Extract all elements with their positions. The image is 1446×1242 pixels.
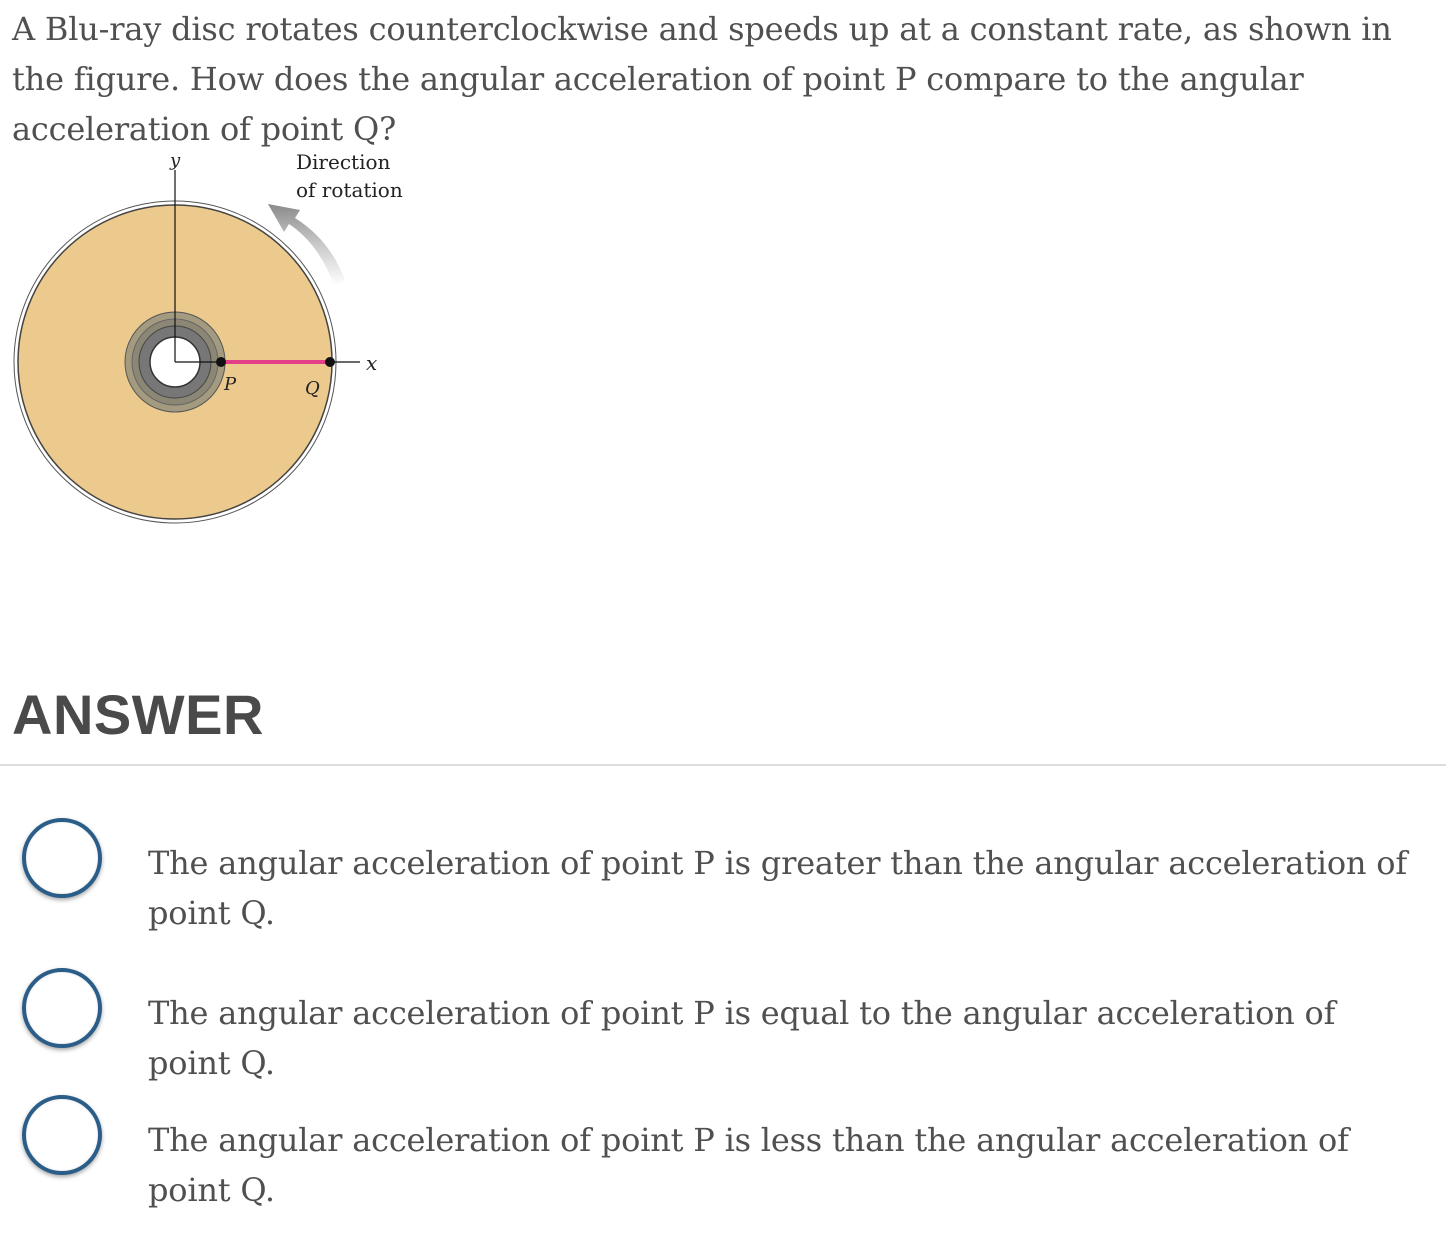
direction-label-line1: Direction [296, 150, 391, 174]
option-label[interactable]: The angular acceleration of point P is greater than the angular acceleration of point Q. [148, 844, 1407, 932]
blu-ray-disc-figure [0, 140, 420, 535]
option-label[interactable]: The angular acceleration of point P is less than the angular acceleration of point Q. [148, 1121, 1349, 1209]
answer-option-equal[interactable] [0, 968, 1446, 1082]
answer-option-less[interactable] [0, 1095, 1446, 1215]
point-q [325, 357, 335, 367]
radio-button[interactable] [22, 818, 102, 898]
divider [0, 764, 1446, 766]
answer-heading: ANSWER [12, 683, 264, 746]
point-q-label: Q [305, 378, 320, 399]
radio-button[interactable] [22, 968, 102, 1048]
option-label[interactable]: The angular acceleration of point P is equal to the angular acceleration of point Q. [148, 994, 1336, 1082]
point-p-label: P [224, 374, 237, 395]
x-axis-label: x [366, 351, 378, 375]
question-text: A Blu-ray disc rotates counterclockwise and speeds up at a constant rate, as shown in the figure. How does the angular acceleration of point P compare to the angular acceleration of point Q? [12, 10, 1392, 148]
radio-button[interactable] [22, 1095, 102, 1175]
point-p [216, 357, 226, 367]
y-axis-label: y [170, 150, 181, 171]
answer-option-greater[interactable] [0, 818, 1446, 938]
direction-label-line2: of rotation [296, 178, 403, 202]
